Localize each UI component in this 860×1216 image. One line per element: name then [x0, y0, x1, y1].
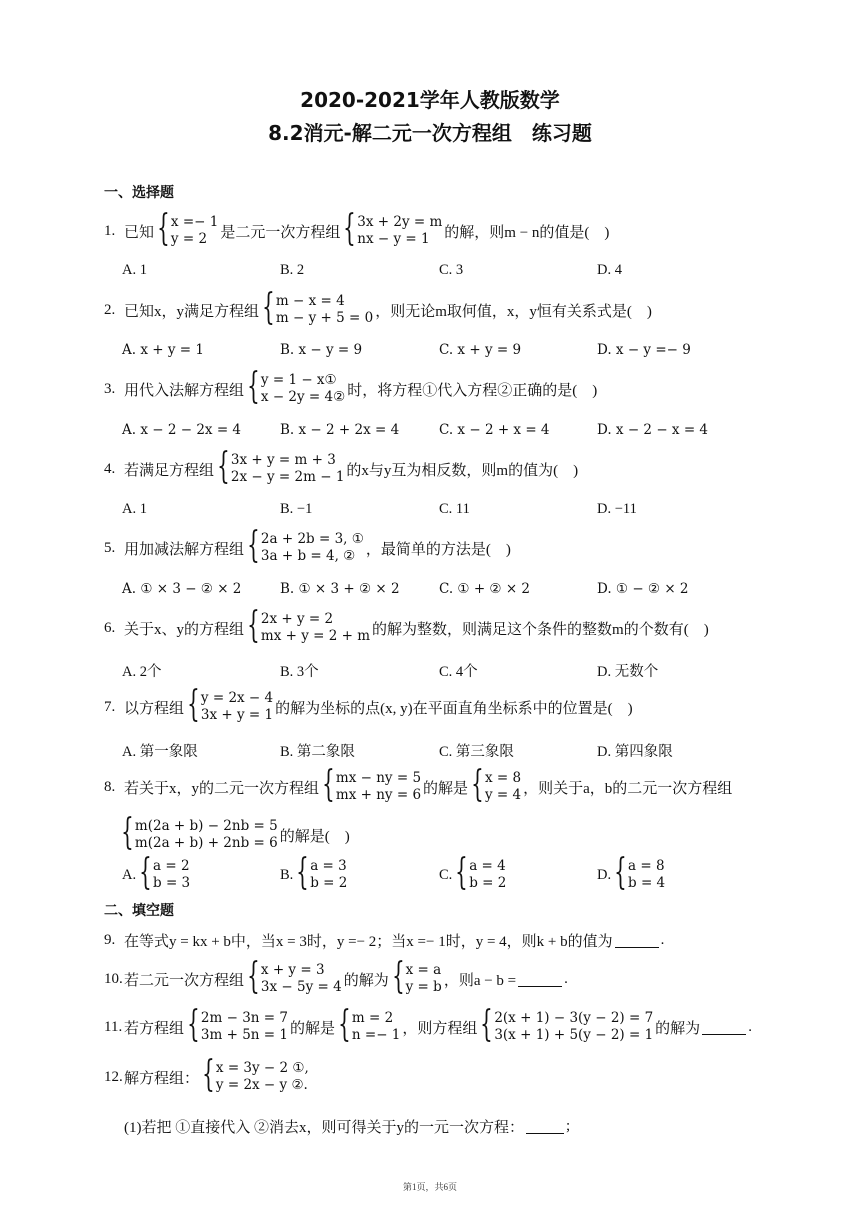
option-c: C. 11 — [439, 501, 470, 517]
question-1: 1. 已知 { x =− 1 y = 2 是二元一次方程组 { 3x + 2y = m nx − y = 1 的解，则m − n的值是( ) — [104, 208, 610, 249]
option-b: B. 3个 — [280, 664, 319, 680]
option-d: D. x − 2 − x = 4 — [597, 422, 709, 438]
option-a: A. x + y = 1 — [122, 342, 204, 358]
question-10: 10. 若二元一次方程组 { x + y = 3 3x − 5y = 4 的解为 { x = a y = b ，则a − b = . — [104, 956, 568, 997]
option-c: C. ① + ② × 2 — [439, 581, 531, 597]
option-d: D. ① − ② × 2 — [597, 581, 689, 597]
equation-system: { 2(x + 1) − 3(y − 2) = 7 3(x + 1) + 5(y − 2) = 1 — [480, 1004, 654, 1045]
option-d: D. 第四象限 — [597, 744, 673, 760]
question-4: 4. 若满足方程组 { 3x + y = m + 3 2x − y = 2m − 1 的x与y互为相反数，则m的值为( ) — [104, 446, 579, 487]
equation-system: { m(2a + b) − 2nb = 5 m(2a + b) + 2nb = 6 — [121, 812, 278, 853]
question-12: 12. 解方程组： { x = 3y − 2 ①, y = 2x − y ②. — [104, 1054, 309, 1095]
option-c: C. { a = 4 b = 2 — [439, 852, 507, 893]
question-11: 11. 若方程组 { 2m − 3n = 7 3m + 5n = 1 的解是 { m = 2 n =− 1 ，则方程组 { 2(x + 1) − 3(y − 2) = 7 3(x + 1) + 5(y − 2) = 1 的解为 . — [104, 1004, 752, 1045]
option-c: C. x − 2 + x = 4 — [439, 422, 550, 438]
answer-blank[interactable] — [518, 972, 562, 987]
option-d: D. −11 — [597, 501, 637, 517]
option-a: A. 1 — [122, 501, 147, 517]
option-b: B. { a = 3 b = 2 — [280, 852, 348, 893]
option-a: A. ① × 3 − ② × 2 — [122, 581, 242, 597]
option-d: D. 4 — [597, 262, 622, 278]
equation-system: { m − x = 4 m − y + 5 = 0 — [262, 287, 374, 328]
option-d: D. x − y =− 9 — [597, 342, 691, 358]
section-heading-fill: 二、填空题 — [104, 903, 174, 919]
option-c: C. 第三象限 — [439, 744, 514, 760]
option-c: C. x + y = 9 — [439, 342, 522, 358]
title-line-1: 2020-2021学年人教版数学 — [300, 88, 560, 112]
question-6: 6. 关于x、y的方程组 { 2x + y = 2 mx + y = 2 + m 的解为整数，则满足这个条件的整数m的个数有( ) — [104, 605, 709, 646]
equation-system: { 3x + y = m + 3 2x − y = 2m − 1 — [217, 446, 345, 487]
question-7: 7. 以方程组 { y = 2x − 4 3x + y = 1 的解为坐标的点(x, y)在平面直角坐标系中的位置是( ) — [104, 684, 633, 725]
equation-system: { x = 3y − 2 ①, y = 2x − y ②. — [202, 1054, 309, 1095]
option-a: A. 1 — [122, 262, 147, 278]
section-heading-choice: 一、选择题 — [104, 185, 174, 201]
question-9: 9. 在等式y = kx + b中，当x = 3时，y =− 2；当x =− 1时，y = 4，则k + b的值为 . — [104, 932, 665, 950]
option-b: B. ① × 3 + ② × 2 — [280, 581, 400, 597]
answer-blank[interactable] — [526, 1119, 564, 1134]
option-a: A. x − 2 − 2x = 4 — [122, 422, 242, 438]
answer-blank[interactable] — [615, 933, 659, 948]
answer-blank[interactable] — [702, 1020, 746, 1035]
option-b: B. x − y = 9 — [280, 342, 363, 358]
equation-system: { x + y = 3 3x − 5y = 4 — [247, 956, 342, 997]
equation-system: { y = 2x − 4 3x + y = 1 — [187, 684, 274, 725]
question-12-part-1: (1)若把 ①直接代入 ②消去x，则可得关于y的一元一次方程： ; — [124, 1118, 571, 1136]
page-footer: 第1页，共6页 — [402, 1182, 457, 1192]
equation-system: { x = 8 y = 4 — [471, 764, 522, 805]
option-c: C. 3 — [439, 262, 464, 278]
equation-system: { 2m − 3n = 7 3m + 5n = 1 — [187, 1004, 288, 1045]
option-a: A. { a = 2 b = 3 — [122, 852, 191, 893]
equation-system: { 2a + 2b = 3, ① 3a + b = 4, ② — [247, 525, 364, 566]
equation-system: { 2x + y = 2 mx + y = 2 + m — [247, 605, 371, 646]
option-b: B. −1 — [280, 501, 313, 517]
question-2: 2. 已知x，y满足方程组 { m − x = 4 m − y + 5 = 0 ，则无论m取何值，x，y恒有关系式是( ) — [104, 287, 652, 328]
question-3: 3. 用代入法解方程组 { y = 1 − x① x − 2y = 4② 时，将方程①代入方程②正确的是( ) — [104, 366, 598, 407]
title-line-2: 8.2消元-解二元一次方程组 练习题 — [268, 121, 592, 145]
question-8: 8. 若关于x，y的二元一次方程组 { mx − ny = 5 mx + ny = 6 的解是 { x = 8 y = 4 ，则关于a，b的二元一次方程组 — [104, 764, 733, 805]
equation-system: { m = 2 n =− 1 — [338, 1004, 401, 1045]
option-d: D. { a = 8 b = 4 — [597, 852, 666, 893]
equation-system: { 3x + 2y = m nx − y = 1 — [343, 208, 443, 249]
equation-system: { x =− 1 y = 2 — [157, 208, 219, 249]
equation-system: { x = a y = b — [391, 956, 442, 997]
question-8-continued: { m(2a + b) − 2nb = 5 m(2a + b) + 2nb = 6 的解是( ) — [121, 812, 350, 853]
option-b: B. 2 — [280, 262, 305, 278]
question-5: 5. 用加减法解方程组 { 2a + 2b = 3, ① 3a + b = 4, ② ，最简单的方法是( ) — [104, 525, 511, 566]
option-a: A. 2个 — [122, 664, 162, 680]
equation-system: { y = 1 − x① x − 2y = 4② — [247, 366, 346, 407]
option-a: A. 第一象限 — [122, 744, 198, 760]
option-b: B. 第二象限 — [280, 744, 355, 760]
equation-system: { mx − ny = 5 mx + ny = 6 — [322, 764, 422, 805]
option-d: D. 无数个 — [597, 664, 659, 680]
option-c: C. 4个 — [439, 664, 478, 680]
option-b: B. x − 2 + 2x = 4 — [280, 422, 400, 438]
